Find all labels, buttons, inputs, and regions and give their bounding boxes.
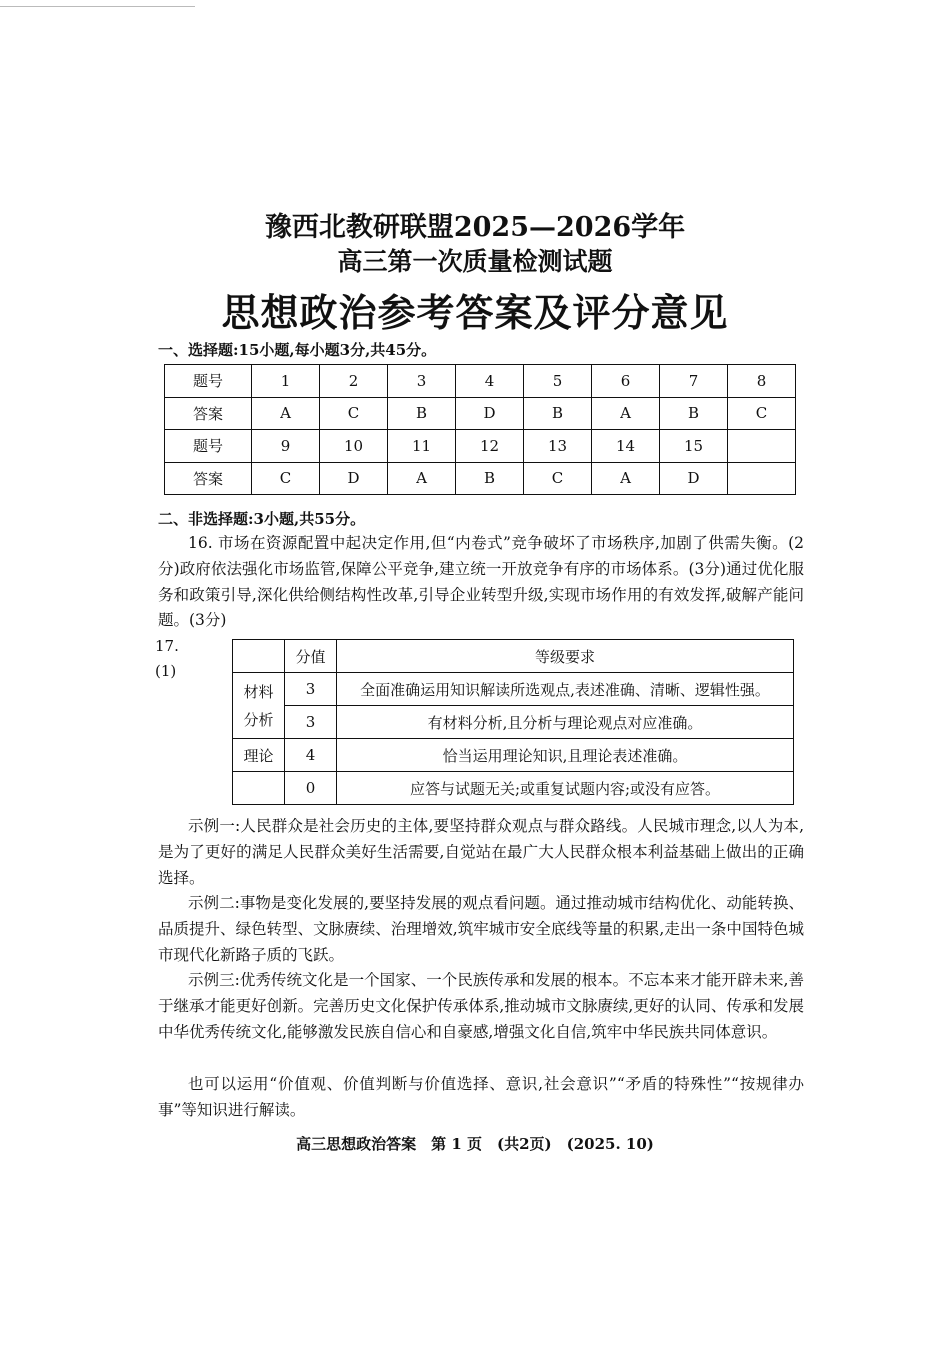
table-row bbox=[165, 365, 796, 398]
table-row bbox=[233, 706, 794, 739]
section1-heading: 一、选择题:15小题,每小题3分,共45分。 bbox=[158, 341, 437, 359]
table-cell: 10 bbox=[320, 430, 388, 463]
additional-knowledge-note: 也可以运用“价值观、价值判断与价值选择、意识,社会意识”“矛盾的特殊性”“按规律办事”等知识进行解读。 bbox=[158, 1075, 804, 1119]
title-exam-name: 高三第一次质量检测试题 bbox=[337, 247, 613, 276]
table-cell: 题号 bbox=[165, 430, 252, 463]
example-three: 示例三:优秀传统文化是一个国家、一个民族传承和发展的根本。不忘本来才能开辟未来,善于继承才能更好创新。完善历史文化保护传承体系,推动城市文脉赓续,更好的认同、传承和发展中华优秀传统文化,能够激发民族自信心和自豪感,增强文化自信,筑牢中华民族共同体意识。 bbox=[158, 971, 804, 1041]
table-cell: 13 bbox=[524, 430, 592, 463]
rubric-requirement: 全面准确运用知识解读所选观点,表述准确、清晰、逻辑性强。 bbox=[337, 673, 794, 706]
table-cell: 答案 bbox=[165, 397, 252, 430]
table-cell: 9 bbox=[252, 430, 320, 463]
rubric-score: 3 bbox=[285, 706, 337, 739]
question-17-number: 17. bbox=[155, 637, 179, 655]
table-cell: 6 bbox=[592, 365, 660, 398]
table-row bbox=[165, 462, 796, 495]
table-cell: B bbox=[456, 462, 524, 495]
table-cell: 答案 bbox=[165, 462, 252, 495]
table-cell: A bbox=[388, 462, 456, 495]
table-cell: D bbox=[660, 462, 728, 495]
example-one: 示例一:人民群众是社会历史的主体,要坚持群众观点与群众路线。人民城市理念,以人为本,是为了更好的满足人民群众美好生活需要,自觉站在最广大人民群众根本利益基础上做出的正确选择。 bbox=[158, 817, 804, 887]
scan-edge-line bbox=[0, 0, 195, 7]
table-cell: B bbox=[660, 397, 728, 430]
table-cell: 2 bbox=[320, 365, 388, 398]
rubric-header-requirement: 等级要求 bbox=[337, 640, 794, 673]
rubric-category-material-line1: 材料 bbox=[243, 682, 274, 701]
table-cell: 7 bbox=[660, 365, 728, 398]
table-cell: C bbox=[252, 462, 320, 495]
table-cell: 14 bbox=[592, 430, 660, 463]
table-cell: 15 bbox=[660, 430, 728, 463]
table-cell: B bbox=[524, 397, 592, 430]
table-row bbox=[165, 430, 796, 463]
rubric-score: 3 bbox=[285, 673, 337, 706]
table-cell: D bbox=[320, 462, 388, 495]
table-cell: A bbox=[592, 397, 660, 430]
table-cell bbox=[728, 430, 796, 463]
table-cell: 8 bbox=[728, 365, 796, 398]
table-cell: 1 bbox=[252, 365, 320, 398]
example-two: 示例二:事物是变化发展的,要坚持发展的观点看问题。通过推动城市结构优化、动能转换、品质提升、绿色转型、文脉赓续、治理增效,筑牢城市安全底线等量的积累,走出一条中国特色城市现代化新路子质的飞跃。 bbox=[158, 894, 804, 964]
grading-rubric-table bbox=[232, 639, 794, 805]
title-answer-key: 思想政治参考答案及评分意见 bbox=[221, 290, 729, 335]
table-row bbox=[165, 397, 796, 430]
table-cell: D bbox=[456, 397, 524, 430]
rubric-category-material bbox=[233, 673, 285, 739]
table-row bbox=[233, 739, 794, 772]
table-row bbox=[233, 673, 794, 706]
page-footer: 高三思想政治答案 第 1 页 (共2页) (2025. 10) bbox=[296, 1135, 654, 1153]
table-cell bbox=[233, 640, 285, 673]
table-cell: C bbox=[320, 397, 388, 430]
table-row bbox=[233, 640, 794, 673]
rubric-category-theory: 理论 bbox=[233, 739, 285, 772]
multiple-choice-answer-table bbox=[164, 364, 796, 495]
rubric-requirement: 应答与试题无关;或重复试题内容;或没有应答。 bbox=[337, 772, 794, 805]
table-cell: 12 bbox=[456, 430, 524, 463]
table-cell: A bbox=[252, 397, 320, 430]
question-17-part-1: (1) bbox=[155, 662, 177, 680]
table-cell: 4 bbox=[456, 365, 524, 398]
rubric-requirement: 有材料分析,且分析与理论观点对应准确。 bbox=[337, 706, 794, 739]
title-league-year: 豫西北教研联盟2025—2026学年 bbox=[264, 212, 686, 243]
table-cell: C bbox=[728, 397, 796, 430]
table-cell: C bbox=[524, 462, 592, 495]
section2-heading: 二、非选择题:3小题,共55分。 bbox=[158, 510, 366, 528]
table-cell bbox=[728, 462, 796, 495]
table-cell: 11 bbox=[388, 430, 456, 463]
table-cell bbox=[233, 772, 285, 805]
table-cell: 题号 bbox=[165, 365, 252, 398]
table-cell: A bbox=[592, 462, 660, 495]
rubric-score: 4 bbox=[285, 739, 337, 772]
rubric-score: 0 bbox=[285, 772, 337, 805]
table-row bbox=[233, 772, 794, 805]
table-cell: B bbox=[388, 397, 456, 430]
rubric-category-material-line2: 分析 bbox=[243, 710, 274, 729]
table-cell: 3 bbox=[388, 365, 456, 398]
rubric-requirement: 恰当运用理论知识,且理论表述准确。 bbox=[337, 739, 794, 772]
table-cell: 5 bbox=[524, 365, 592, 398]
rubric-header-score: 分值 bbox=[285, 640, 337, 673]
question-16-answer: 16. 市场在资源配置中起决定作用,但“内卷式”竞争破坏了市场秩序,加剧了供需失衡。(2分)政府依法强化市场监管,保障公平竞争,建立统一开放竞争有序的市场体系。(3分)通过优化服务和政策引导,深化供给侧结构性改革,引导企业转型升级,实现市场作用的有效发挥,破解产能问题。(3分) bbox=[158, 534, 804, 630]
